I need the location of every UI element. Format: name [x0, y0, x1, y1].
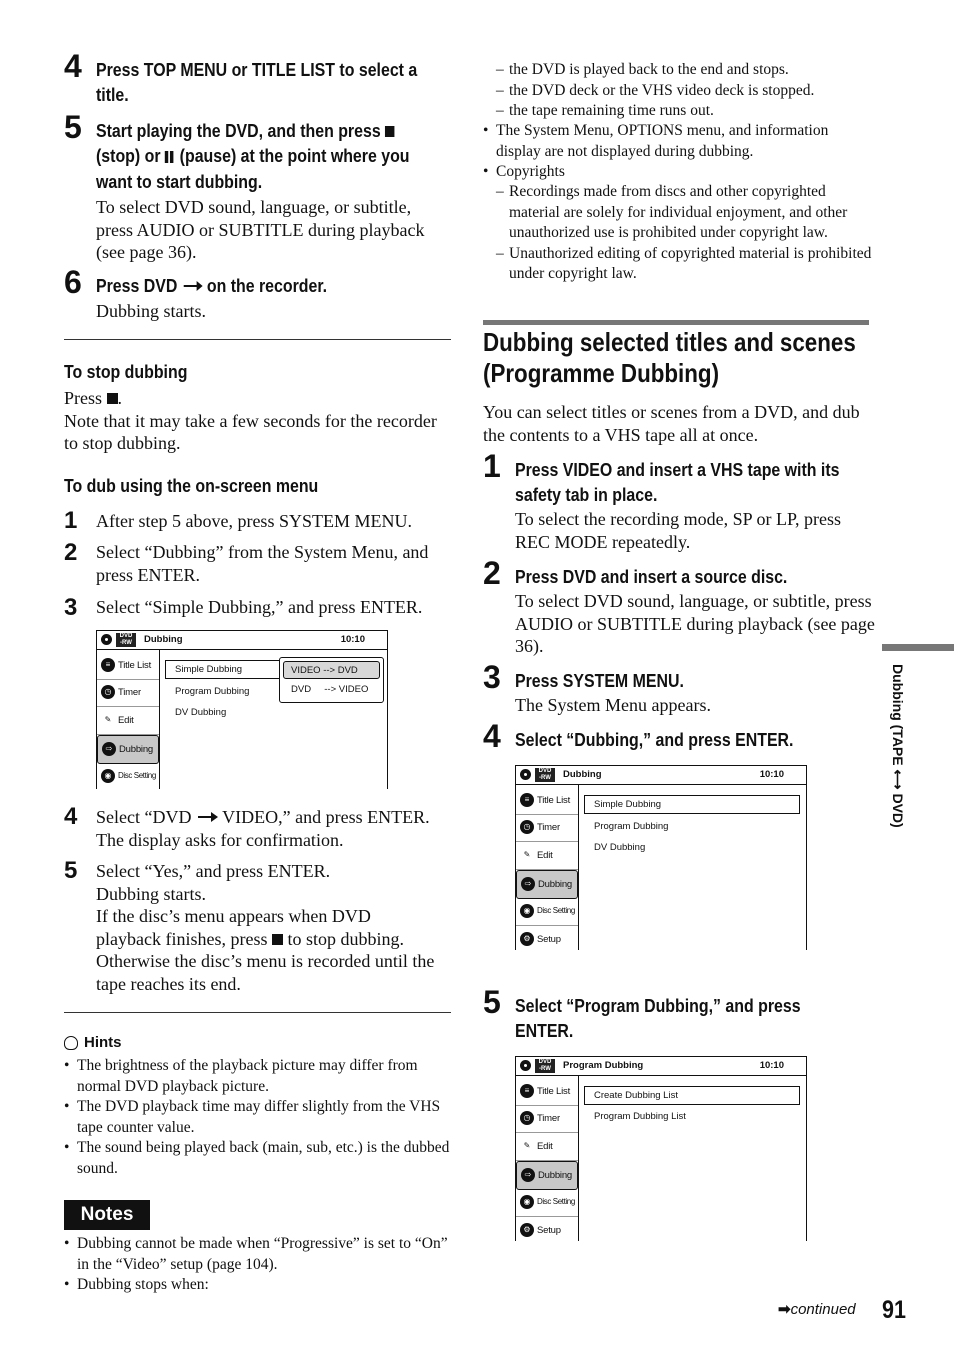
- section-heading: To dub using the on-screen menu: [64, 475, 319, 496]
- step-number: 5: [64, 109, 82, 145]
- section-rule: [483, 320, 869, 325]
- hints-heading: Hints: [64, 1034, 122, 1051]
- step-body: The System Menu appears.: [515, 695, 711, 715]
- list-item: • Dubbing cannot be made when “Progressive” is set to “On” in the “Video” setup (page 104).: [64, 1234, 454, 1275]
- timer-icon: ◷: [520, 820, 534, 834]
- disc-icon: [101, 634, 112, 645]
- list-item: – Recordings made from discs and other copyrighted material are solely for individual enjoyment, and other unauthorized use is prohibited under copyright law.: [496, 182, 876, 244]
- screen-title: Program Dubbing: [563, 1060, 644, 1071]
- menu-item-edit[interactable]: ✎ Edit: [516, 842, 578, 870]
- option-program-dubbing-list[interactable]: Program Dubbing List: [594, 1111, 686, 1122]
- notes-continued-list: [483, 121, 873, 183]
- arrow-right-icon: [198, 816, 216, 818]
- step-number: 1: [64, 507, 78, 534]
- disc-icon: [520, 769, 531, 780]
- menu-item-title-list[interactable]: ≡ Title List: [516, 1078, 578, 1106]
- screen-title: Dubbing: [563, 769, 602, 780]
- pause-icon: [165, 144, 175, 169]
- step-text: After step 5 above, press SYSTEM MENU.: [96, 511, 412, 531]
- timer-icon: ◷: [101, 685, 115, 699]
- hints-list: [64, 1056, 454, 1179]
- arrow-right-icon: [184, 285, 201, 287]
- step-number: 1: [483, 448, 501, 484]
- list-item: • Copyrights: [483, 162, 873, 183]
- copyright-dash-list: [496, 182, 876, 285]
- list-item: – the tape remaining time runs out.: [496, 101, 876, 122]
- step-body: Dubbing starts.: [96, 301, 206, 321]
- menu-item-dubbing[interactable]: ⇨ Dubbing: [516, 1161, 578, 1190]
- menu-item-timer[interactable]: ◷ Timer: [516, 1105, 578, 1133]
- menu-screen-simple-dubbing: [96, 630, 388, 789]
- stop-icon: [107, 393, 118, 404]
- dubbing-icon: ⇨: [521, 1168, 535, 1182]
- option-simple-dubbing[interactable]: Simple Dubbing: [594, 799, 662, 810]
- edit-icon: ✎: [520, 848, 534, 862]
- step-text: Select “Yes,” and press ENTER. Dubbing starts. If the disc’s menu appears when DVD playback finishes, press to stop dubbing. Otherwise the disc’s menu is recorded until the tape reaches its end.: [96, 861, 435, 994]
- menu-item-edit[interactable]: ✎ Edit: [516, 1133, 578, 1161]
- list-item: • Dubbing stops when:: [64, 1275, 454, 1296]
- setup-icon: ⚙: [520, 932, 534, 946]
- step-heading: Start playing the DVD, and then press (stop) or (pause) at the point where you want to start dubbing.: [96, 120, 410, 192]
- menu-item-setup[interactable]: ⚙ Setup: [516, 1217, 578, 1244]
- step-number: 3: [483, 659, 501, 695]
- option-simple-dubbing[interactable]: Simple Dubbing: [175, 664, 243, 675]
- clock: 10:10: [759, 1060, 784, 1071]
- option-program-dubbing[interactable]: Program Dubbing: [594, 821, 669, 832]
- menu-item-dubbing[interactable]: ⇨ Dubbing: [97, 735, 159, 764]
- dvd-rw-badge: DVD -RW: [535, 768, 555, 782]
- edit-icon: ✎: [520, 1139, 534, 1153]
- notes-label: Notes: [64, 1200, 150, 1230]
- step-number: 4: [64, 48, 82, 84]
- title-list-icon: ≡: [520, 1084, 534, 1098]
- submenu-video-to-dvd[interactable]: VIDEO --> DVD: [291, 665, 358, 676]
- divider: [64, 339, 451, 340]
- step-heading: Press DVD on the recorder.: [96, 275, 328, 296]
- step-text: Select “Dubbing” from the System Menu, and press ENTER.: [96, 542, 429, 585]
- option-program-dubbing[interactable]: Program Dubbing: [175, 686, 250, 697]
- menu-screen-dubbing: [515, 765, 807, 950]
- menu-item-edit[interactable]: ✎ Edit: [97, 707, 159, 735]
- dvd-rw-badge: DVD -RW: [116, 633, 136, 647]
- timer-icon: ◷: [520, 1111, 534, 1125]
- menu-item-timer[interactable]: ◷ Timer: [516, 814, 578, 842]
- disc-setting-icon: ◉: [520, 904, 534, 918]
- continued-dash-list: [496, 60, 876, 122]
- step-text: Select “Simple Dubbing,” and press ENTER.: [96, 597, 423, 617]
- step-number: 5: [64, 857, 78, 884]
- section-heading: To stop dubbing: [64, 361, 188, 382]
- step-body: To select DVD sound, language, or subtitle, press AUDIO or SUBTITLE during playback (see page 36).: [515, 591, 875, 656]
- lightbulb-icon: [64, 1036, 78, 1050]
- step-body: To select DVD sound, language, or subtitle, press AUDIO or SUBTITLE during playback (see page 36).: [96, 197, 425, 262]
- menu-item-disc-setting[interactable]: ◉ Disc Setting: [516, 1189, 578, 1217]
- stop-icon: [385, 126, 394, 137]
- list-item: – Unauthorized editing of copyrighted material is prohibited under copyright law.: [496, 244, 876, 285]
- list-item: • The DVD playback time may differ slightly from the VHS tape counter value.: [64, 1097, 454, 1138]
- stop-icon: [272, 934, 283, 945]
- menu-screen-program-dubbing: [515, 1056, 807, 1241]
- step-heading: Press TOP MENU or TITLE LIST to select a title.: [96, 59, 418, 105]
- notes-list: [64, 1234, 454, 1296]
- menu-item-title-list[interactable]: ≡ Title List: [97, 652, 159, 680]
- screen-title: Dubbing: [144, 634, 183, 645]
- section-intro: You can select titles or scenes from a DVD, and dub the contents to a VHS tape all at once.: [483, 402, 860, 445]
- step-text: Select “DVD VIDEO,” and press ENTER. The display asks for confirmation.: [96, 807, 430, 850]
- step-number: 4: [483, 718, 501, 754]
- disc-icon: [520, 1060, 531, 1071]
- menu-item-disc-setting[interactable]: ◉ Disc Setting: [97, 763, 159, 790]
- dvd-rw-badge: DVD -RW: [535, 1059, 555, 1073]
- title-list-icon: ≡: [101, 658, 115, 672]
- step-number: 2: [64, 539, 78, 566]
- step-heading: Press SYSTEM MENU.: [515, 670, 684, 691]
- menu-item-timer[interactable]: ◷ Timer: [97, 679, 159, 707]
- step-body: To select the recording mode, SP or LP, press REC MODE repeatedly.: [515, 509, 842, 552]
- double-arrow-icon: ⟷: [890, 769, 906, 790]
- menu-item-title-list[interactable]: ≡ Title List: [516, 787, 578, 815]
- option-create-dubbing-list[interactable]: Create Dubbing List: [594, 1090, 678, 1101]
- menu-item-setup[interactable]: ⚙ Setup: [516, 926, 578, 953]
- submenu-dvd-to-video[interactable]: DVD --> VIDEO: [291, 684, 369, 695]
- paragraph: Press . Note that it may take a few seconds for the recorder to stop dubbing.: [64, 388, 437, 453]
- step-number: 6: [64, 264, 82, 300]
- step-number: 2: [483, 555, 501, 591]
- step-heading: Select “Dubbing,” and press ENTER.: [515, 729, 794, 750]
- step-number: 4: [64, 803, 78, 830]
- title-list-icon: ≡: [520, 793, 534, 807]
- step-number: 3: [64, 594, 78, 621]
- list-item: • The sound being played back (main, sub, etc.) is the dubbed sound.: [64, 1138, 454, 1179]
- list-item: – the DVD is played back to the end and stops.: [496, 60, 876, 81]
- clock: 10:10: [340, 634, 365, 645]
- step-heading: Press DVD and insert a source disc.: [515, 566, 788, 587]
- edit-icon: ✎: [101, 713, 115, 727]
- section-title: Dubbing selected titles and scenes (Programme Dubbing): [483, 327, 856, 388]
- sidebar-section-label: Dubbing (TAPE ⟷ DVD): [890, 664, 906, 828]
- option-dv-dubbing[interactable]: DV Dubbing: [594, 842, 646, 853]
- menu-item-dubbing[interactable]: ⇨ Dubbing: [516, 870, 578, 899]
- sidebar-tab-bar: [882, 644, 954, 651]
- continued-label: ➡continued: [778, 1301, 856, 1318]
- dubbing-icon: ⇨: [102, 742, 116, 756]
- disc-setting-icon: ◉: [520, 1195, 534, 1209]
- page-number: 91: [882, 1296, 906, 1324]
- menu-item-disc-setting[interactable]: ◉ Disc Setting: [516, 898, 578, 926]
- arrow-right-icon: ➡: [778, 1301, 791, 1318]
- list-item: – the DVD deck or the VHS video deck is stopped.: [496, 81, 876, 102]
- divider: [64, 1012, 451, 1013]
- list-item: • The brightness of the playback picture may differ from normal DVD playback picture.: [64, 1056, 454, 1097]
- setup-icon: ⚙: [520, 1223, 534, 1237]
- step-heading: Press VIDEO and insert a VHS tape with its safety tab in place.: [515, 459, 840, 505]
- list-item: • The System Menu, OPTIONS menu, and information display are not displayed during dubbing.: [483, 121, 873, 162]
- clock: 10:10: [759, 769, 784, 780]
- step-number: 5: [483, 984, 501, 1020]
- step-heading: Select “Program Dubbing,” and press ENTER.: [515, 995, 801, 1041]
- option-dv-dubbing[interactable]: DV Dubbing: [175, 707, 227, 718]
- dubbing-icon: ⇨: [521, 877, 535, 891]
- disc-setting-icon: ◉: [101, 769, 115, 783]
